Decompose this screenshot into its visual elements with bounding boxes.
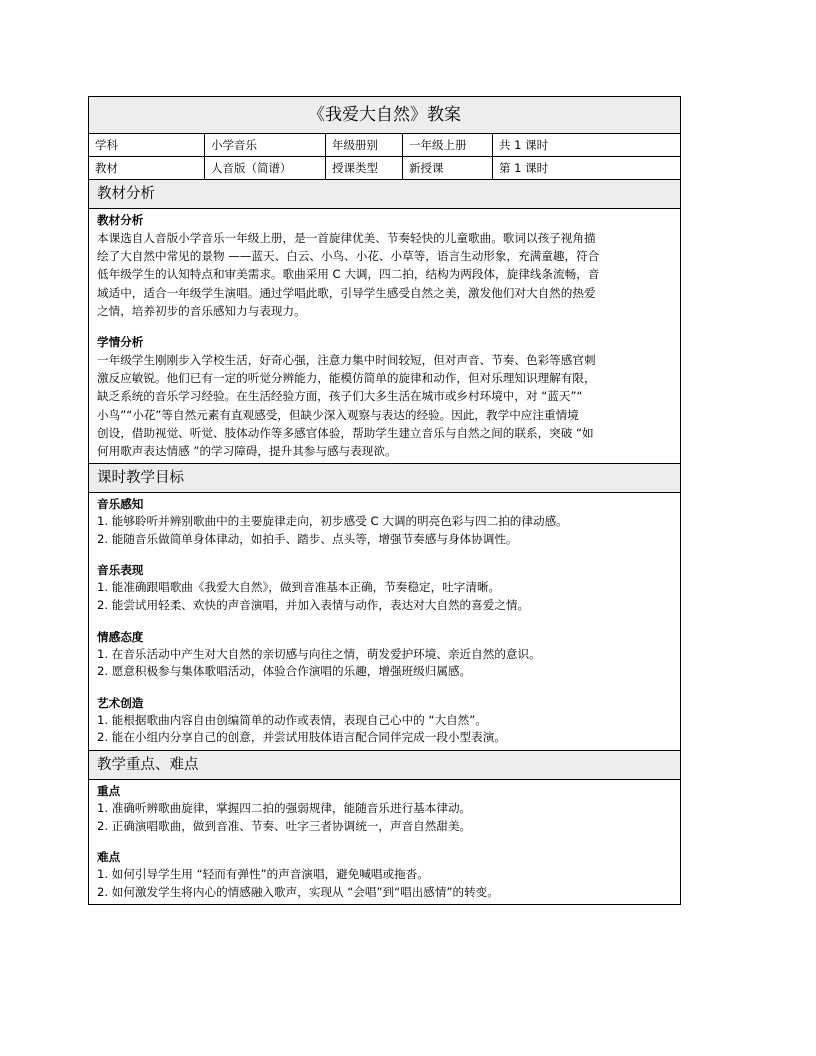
paragraph-line: 创设，借助视觉、听觉、肢体动作等多感官体验，帮助学生建立音乐与自然之间的联系，突破 “如 <box>97 425 594 440</box>
paragraph-line: 域适中，适合一年级学生演唱。通过学唱此歌，引导学生感受自然之美，激发他们对大自然的热爱 <box>97 285 596 300</box>
meta-cell: 学科 <box>89 134 205 157</box>
meta-cell: 教材 <box>89 157 205 180</box>
goal-item: 2. 能随音乐做简单身体律动，如拍手、踏步、点头等，增强节奏感与身体协调性。 <box>97 531 518 546</box>
section-body-analysis <box>89 209 681 464</box>
goal-item: 1. 能根据歌曲内容自由创编简单的动作或表情，表现自己心中的 “大自然”。 <box>97 712 487 727</box>
meta-cell: 人音版（简谱） <box>205 157 326 180</box>
goal-item: 1. 在音乐活动中产生对大自然的亲切感与向往之情，萌发爱护环境、亲近自然的意识。 <box>97 646 541 661</box>
keypoint-group-title: 难点 <box>97 850 121 865</box>
section-body-keypoints <box>89 779 681 904</box>
paragraph-line: 激反应敏锐。他们已有一定的听觉分辨能力，能模仿简单的旋律和动作，但对乐理知识理解有限， <box>97 371 596 386</box>
goal-group-title: 音乐表现 <box>97 563 144 578</box>
meta-row-textbook <box>89 157 681 180</box>
document-title: 《我爱大自然》教案 <box>89 97 681 134</box>
textbook-analysis-paragraph <box>97 229 672 320</box>
subsection-title: 教材分析 <box>97 213 144 227</box>
paragraph-line: 之情，培养初步的音乐感知力与表现力。 <box>97 303 306 318</box>
paragraph-line: 低年级学生的认知特点和审美需求。歌曲采用 C 大调，四二拍，结构为两段体，旋律线条流畅，音 <box>97 267 600 282</box>
paragraph-line: 缺乏系统的音乐学习经验。在生活经验方面，孩子们大多生活在城市或乡村环境中，对 “蓝天”“ <box>97 389 583 404</box>
goal-item: 2. 能尝试用轻柔、欢快的声音演唱，并加入表情与动作，表达对大自然的喜爱之情。 <box>97 598 530 613</box>
meta-cell: 小学音乐 <box>205 134 326 157</box>
goal-group-title: 艺术创造 <box>97 695 144 710</box>
goal-group-title: 音乐感知 <box>97 497 144 512</box>
student-analysis-paragraph <box>97 351 672 460</box>
goal-item: 2. 能在小组内分享自己的创意，并尝试用肢体语言配合同伴完成一段小型表演。 <box>97 730 506 745</box>
section-heading-analysis: 教材分析 <box>89 180 681 209</box>
lesson-plan-document <box>88 96 680 905</box>
keypoint-item: 2. 正确演唱歌曲，做到音准、节奏、吐字三者协调统一，声音自然甜美。 <box>97 818 472 833</box>
goal-item: 1. 能够聆听并辨别歌曲中的主要旋律走向，初步感受 C 大调的明亮色彩与四二拍的律动感。 <box>97 514 568 529</box>
meta-cell: 授课类型 <box>326 157 403 180</box>
paragraph-line: 绘了大自然中常见的景物 ——蓝天、白云、小鸟、小花、小草等，语言生动形象，充满童趣，符合 <box>97 249 600 264</box>
keypoint-item: 2. 如何激发学生将内心的情感融入歌声，实现从 “会唱”到“唱出感情”的转变。 <box>97 884 499 899</box>
paragraph-line: 一年级学生刚刚步入学校生活，好奇心强，注意力集中时间较短，但对声音、节奏、色彩等感官刺 <box>97 353 596 368</box>
meta-cell: 年级册别 <box>326 134 403 157</box>
goal-group-title: 情感态度 <box>97 629 144 644</box>
section-heading-goals: 课时教学目标 <box>89 464 681 493</box>
meta-cell: 第 1 课时 <box>493 157 681 180</box>
section-body-goals <box>89 493 681 751</box>
keypoint-item: 1. 如何引导学生用 “轻而有弹性”的声音演唱，避免喊唱或拖沓。 <box>97 867 429 882</box>
paragraph-line: 小鸟”“小花”等自然元素有直观感受，但缺少深入观察与表达的经验。因此，教学中应注重情境 <box>97 407 579 422</box>
meta-cell: 一年级上册 <box>403 134 493 157</box>
lesson-plan-table <box>88 96 681 905</box>
goal-item: 1. 能准确跟唱歌曲《我爱大自然》，做到音准基本正确，节奏稳定，吐字清晰。 <box>97 580 501 595</box>
meta-row-subject <box>89 134 681 157</box>
keypoint-item: 1. 准确听辨歌曲旋律，掌握四二拍的强弱规律，能随音乐进行基本律动。 <box>97 800 472 815</box>
keypoint-group-title: 重点 <box>97 783 121 798</box>
meta-cell: 共 1 课时 <box>493 134 681 157</box>
meta-cell: 新授课 <box>403 157 493 180</box>
paragraph-line: 何用歌声表达情感 ”的学习障碍，提升其参与感与表现欲。 <box>97 444 397 459</box>
goal-item: 2. 愿意积极参与集体歌唱活动，体验合作演唱的乐趣，增强班级归属感。 <box>97 664 472 679</box>
paragraph-line: 本课选自人音版小学音乐一年级上册，是一首旋律优美、节奏轻快的儿童歌曲。歌词以孩子视角描 <box>97 231 596 245</box>
subsection-title: 学情分析 <box>97 335 144 350</box>
section-heading-keypoints: 教学重点、难点 <box>89 750 681 779</box>
